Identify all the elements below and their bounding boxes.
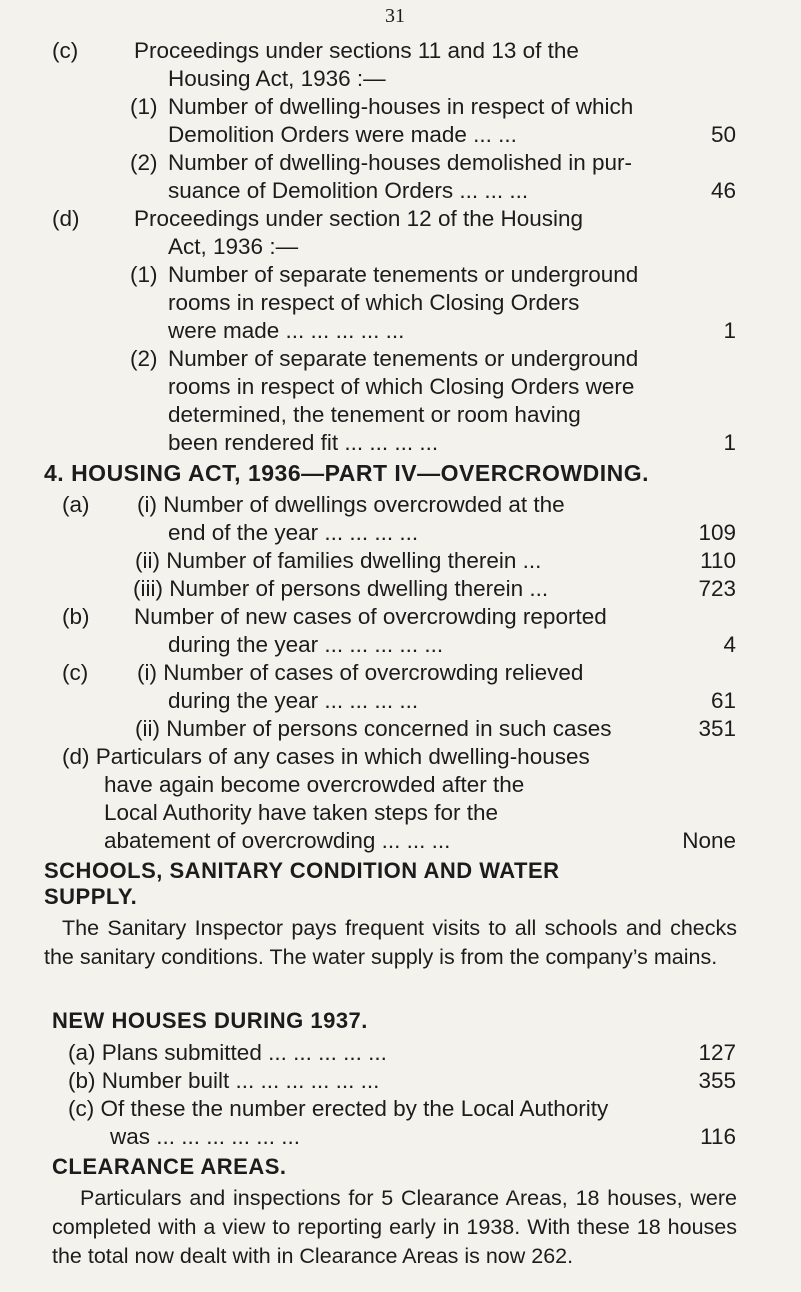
overcrowding-heading: 4. HOUSING ACT, 1936—PART IV—OVERCROWDING. xyxy=(44,460,650,486)
section-c-item2-value: 46 xyxy=(710,178,736,203)
overcrowding-c1-line2: during the year ... ... ... ... xyxy=(168,688,419,713)
section-c-item2-line2: suance of Demolition Orders ... ... ... xyxy=(168,178,529,203)
section-d-item1-line2: rooms in respect of which Closing Orders xyxy=(168,290,580,315)
section-c-item2-label: (2) xyxy=(130,150,158,175)
section-d-item2-value: 1 xyxy=(723,430,736,455)
section-d-item2-line4: been rendered fit ... ... ... ... xyxy=(168,430,439,455)
section-c-item2-line1: Number of dwelling-houses demolished in pur- xyxy=(168,150,632,175)
overcrowding-c2-value: 351 xyxy=(698,716,736,741)
overcrowding-d-line1: (d) Particulars of any cases in which dwelling-houses xyxy=(62,744,590,769)
section-d-title-line1: Proceedings under section 12 of the Housing xyxy=(134,206,584,231)
overcrowding-d-line4: abatement of overcrowding ... ... ... xyxy=(104,828,451,853)
overcrowding-a3-value: 723 xyxy=(698,576,736,601)
new-houses-c-value: 116 xyxy=(700,1124,736,1149)
overcrowding-b-value: 4 xyxy=(723,632,736,657)
section-d-item2-line3: determined, the tenement or room having xyxy=(168,402,581,427)
section-d-item2-line2: rooms in respect of which Closing Orders were xyxy=(168,374,635,399)
clearance-heading: CLEARANCE AREAS. xyxy=(52,1154,287,1179)
schools-heading-line2: SUPPLY. xyxy=(44,884,138,909)
section-c-label: (c) xyxy=(52,38,79,63)
section-d-item2-line1: Number of separate tenements or underground xyxy=(168,346,639,371)
overcrowding-a3-line: (iii) Number of persons dwelling therein ... xyxy=(133,576,549,601)
overcrowding-b-line2: during the year ... ... ... ... ... xyxy=(168,632,444,657)
new-houses-b-line: (b) Number built ... ... ... ... ... ... xyxy=(68,1068,380,1093)
overcrowding-a-label: (a) xyxy=(62,492,90,517)
new-houses-c-line2: was ... ... ... ... ... ... xyxy=(110,1124,301,1149)
schools-heading-line1: SCHOOLS, SANITARY CONDITION AND WATER xyxy=(44,858,560,883)
overcrowding-d-line3: Local Authority have taken steps for the xyxy=(104,800,498,825)
overcrowding-d-line2: have again become overcrowded after the xyxy=(104,772,525,797)
overcrowding-d-value: None xyxy=(682,828,736,853)
overcrowding-c1-value: 61 xyxy=(710,688,736,713)
section-c-item1-label: (1) xyxy=(130,94,158,119)
new-houses-c-line1: (c) Of these the number erected by the Local Authority xyxy=(68,1096,609,1121)
section-c-item1-line1: Number of dwelling-houses in respect of which xyxy=(168,94,634,119)
section-c-item1-value: 50 xyxy=(710,122,736,147)
overcrowding-b-line1: Number of new cases of overcrowding reported xyxy=(134,604,607,629)
overcrowding-a1-line1: (i) Number of dwellings overcrowded at the xyxy=(137,492,565,517)
overcrowding-b-label: (b) xyxy=(62,604,90,629)
section-d-item1-line3: were made ... ... ... ... ... xyxy=(168,318,405,343)
section-d-item1-label: (1) xyxy=(130,262,158,287)
section-d-item1-line1: Number of separate tenements or underground xyxy=(168,262,639,287)
section-d-title-line2: Act, 1936 :— xyxy=(168,234,299,259)
new-houses-a-line: (a) Plans submitted ... ... ... ... ... xyxy=(68,1040,387,1065)
schools-paragraph: The Sanitary Inspector pays frequent visits to all schools and checks the sanitary conditions. The water supply is from the company’s mains. xyxy=(44,916,737,969)
overcrowding-a2-value: 110 xyxy=(700,548,736,573)
overcrowding-c1-line1: (i) Number of cases of overcrowding relieved xyxy=(137,660,584,685)
overcrowding-a1-value: 109 xyxy=(698,520,736,545)
overcrowding-a1-line2: end of the year ... ... ... ... xyxy=(168,520,419,545)
overcrowding-c2-line: (ii) Number of persons concerned in such cases xyxy=(135,716,612,741)
section-c-title-line1: Proceedings under sections 11 and 13 of the xyxy=(134,38,579,63)
overcrowding-a2-line: (ii) Number of families dwelling therein ... xyxy=(135,548,542,573)
section-d-item1-value: 1 xyxy=(723,318,736,343)
new-houses-a-value: 127 xyxy=(698,1040,736,1065)
section-c-title-line2: Housing Act, 1936 :— xyxy=(168,66,386,91)
page-number: 31 xyxy=(385,5,405,27)
section-d-label: (d) xyxy=(52,206,80,231)
new-houses-heading: NEW HOUSES DURING 1937. xyxy=(52,1008,368,1033)
clearance-paragraph: Particulars and inspections for 5 Clearance Areas, 18 houses, were completed with a view to reporting early in 1938. With these 18 houses the total now dealt with in Clearance Areas is now 262. xyxy=(52,1186,737,1268)
section-d-item2-label: (2) xyxy=(130,346,158,371)
section-c-item1-line2: Demolition Orders were made ... ... xyxy=(168,122,517,147)
new-houses-b-value: 355 xyxy=(698,1068,736,1093)
overcrowding-c-label: (c) xyxy=(62,660,89,685)
